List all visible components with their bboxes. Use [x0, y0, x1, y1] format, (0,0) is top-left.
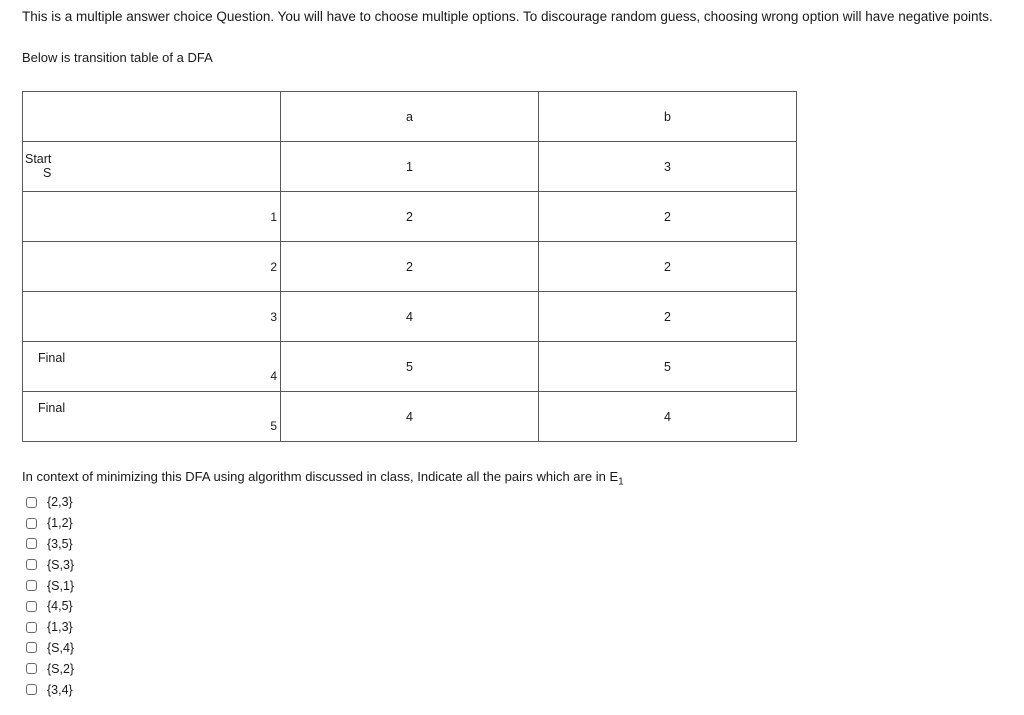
- state-name: 4: [270, 369, 277, 383]
- option-label[interactable]: {S,3}: [47, 557, 75, 572]
- option-item[interactable]: [26, 554, 74, 575]
- transition-a: 5: [281, 342, 539, 392]
- state-cell: [23, 142, 281, 192]
- transition-a: 2: [281, 192, 539, 242]
- option-item[interactable]: [26, 492, 74, 513]
- state-cell: [23, 392, 281, 442]
- option-label[interactable]: {3,4}: [47, 682, 73, 697]
- transition-b: 2: [539, 292, 797, 342]
- state-cell: [23, 192, 281, 242]
- answer-options: [26, 492, 74, 700]
- option-checkbox[interactable]: [26, 622, 37, 633]
- option-item[interactable]: [26, 679, 74, 700]
- header-symbol-b: b: [539, 92, 797, 142]
- state-name: 1: [270, 210, 277, 224]
- state-cell: [23, 242, 281, 292]
- table-header-row: [23, 92, 797, 142]
- table-row: [23, 142, 797, 192]
- option-item[interactable]: [26, 513, 74, 534]
- option-checkbox[interactable]: [26, 538, 37, 549]
- option-checkbox[interactable]: [26, 663, 37, 674]
- transition-a: 4: [281, 292, 539, 342]
- header-symbol-a: a: [281, 92, 539, 142]
- state-cell: [23, 292, 281, 342]
- final-state-label: Final: [38, 401, 66, 415]
- question-text: In context of minimizing this DFA using algorithm discussed in class, Indicate all the pairs which are in E: [22, 469, 619, 484]
- option-label[interactable]: {S,1}: [47, 578, 75, 593]
- transition-b: 2: [539, 242, 797, 292]
- option-label[interactable]: {2,3}: [47, 495, 73, 510]
- option-item[interactable]: [26, 617, 74, 638]
- transition-b: 5: [539, 342, 797, 392]
- question-instructions: This is a multiple answer choice Question. You will have to choose multiple options. To discourage random guess, choosing wrong option will have negative points.: [22, 9, 993, 24]
- table-row: [23, 342, 797, 392]
- option-checkbox[interactable]: [26, 497, 37, 508]
- option-checkbox[interactable]: [26, 601, 37, 612]
- option-checkbox[interactable]: [26, 518, 37, 529]
- option-label[interactable]: {S,4}: [47, 640, 75, 655]
- transition-a: 4: [281, 392, 539, 442]
- option-item[interactable]: [26, 596, 74, 617]
- option-label[interactable]: {3,5}: [47, 536, 73, 551]
- option-item[interactable]: [26, 638, 74, 659]
- state-cell: [23, 342, 281, 392]
- transition-b: 4: [539, 392, 797, 442]
- state-name: 3: [270, 310, 277, 324]
- transition-b: 3: [539, 142, 797, 192]
- option-checkbox[interactable]: [26, 642, 37, 653]
- table-row: [23, 242, 797, 292]
- start-state-label: [25, 152, 51, 180]
- transition-b: 2: [539, 192, 797, 242]
- table-row: [23, 292, 797, 342]
- state-name: 5: [270, 419, 277, 433]
- option-checkbox[interactable]: [26, 559, 37, 570]
- state-name: 2: [270, 260, 277, 274]
- question-subscript: 1: [618, 476, 624, 488]
- question-prompt: [22, 469, 624, 488]
- table-caption: Below is transition table of a DFA: [22, 50, 213, 65]
- option-item[interactable]: [26, 575, 74, 596]
- option-item[interactable]: [26, 534, 74, 555]
- header-state-cell: [23, 92, 281, 142]
- start-tag: Start: [25, 152, 52, 166]
- transition-table: [22, 91, 797, 442]
- option-label[interactable]: {4,5}: [47, 599, 73, 614]
- final-state-label: Final: [38, 351, 66, 365]
- state-name: S: [43, 166, 52, 180]
- option-checkbox[interactable]: [26, 684, 37, 695]
- transition-a: 1: [281, 142, 539, 192]
- option-label[interactable]: {1,3}: [47, 620, 73, 635]
- option-label[interactable]: {1,2}: [47, 516, 73, 531]
- option-item[interactable]: [26, 658, 74, 679]
- table-row: [23, 192, 797, 242]
- option-checkbox[interactable]: [26, 580, 37, 591]
- option-label[interactable]: {S,2}: [47, 661, 75, 676]
- table-row: [23, 392, 797, 442]
- transition-a: 2: [281, 242, 539, 292]
